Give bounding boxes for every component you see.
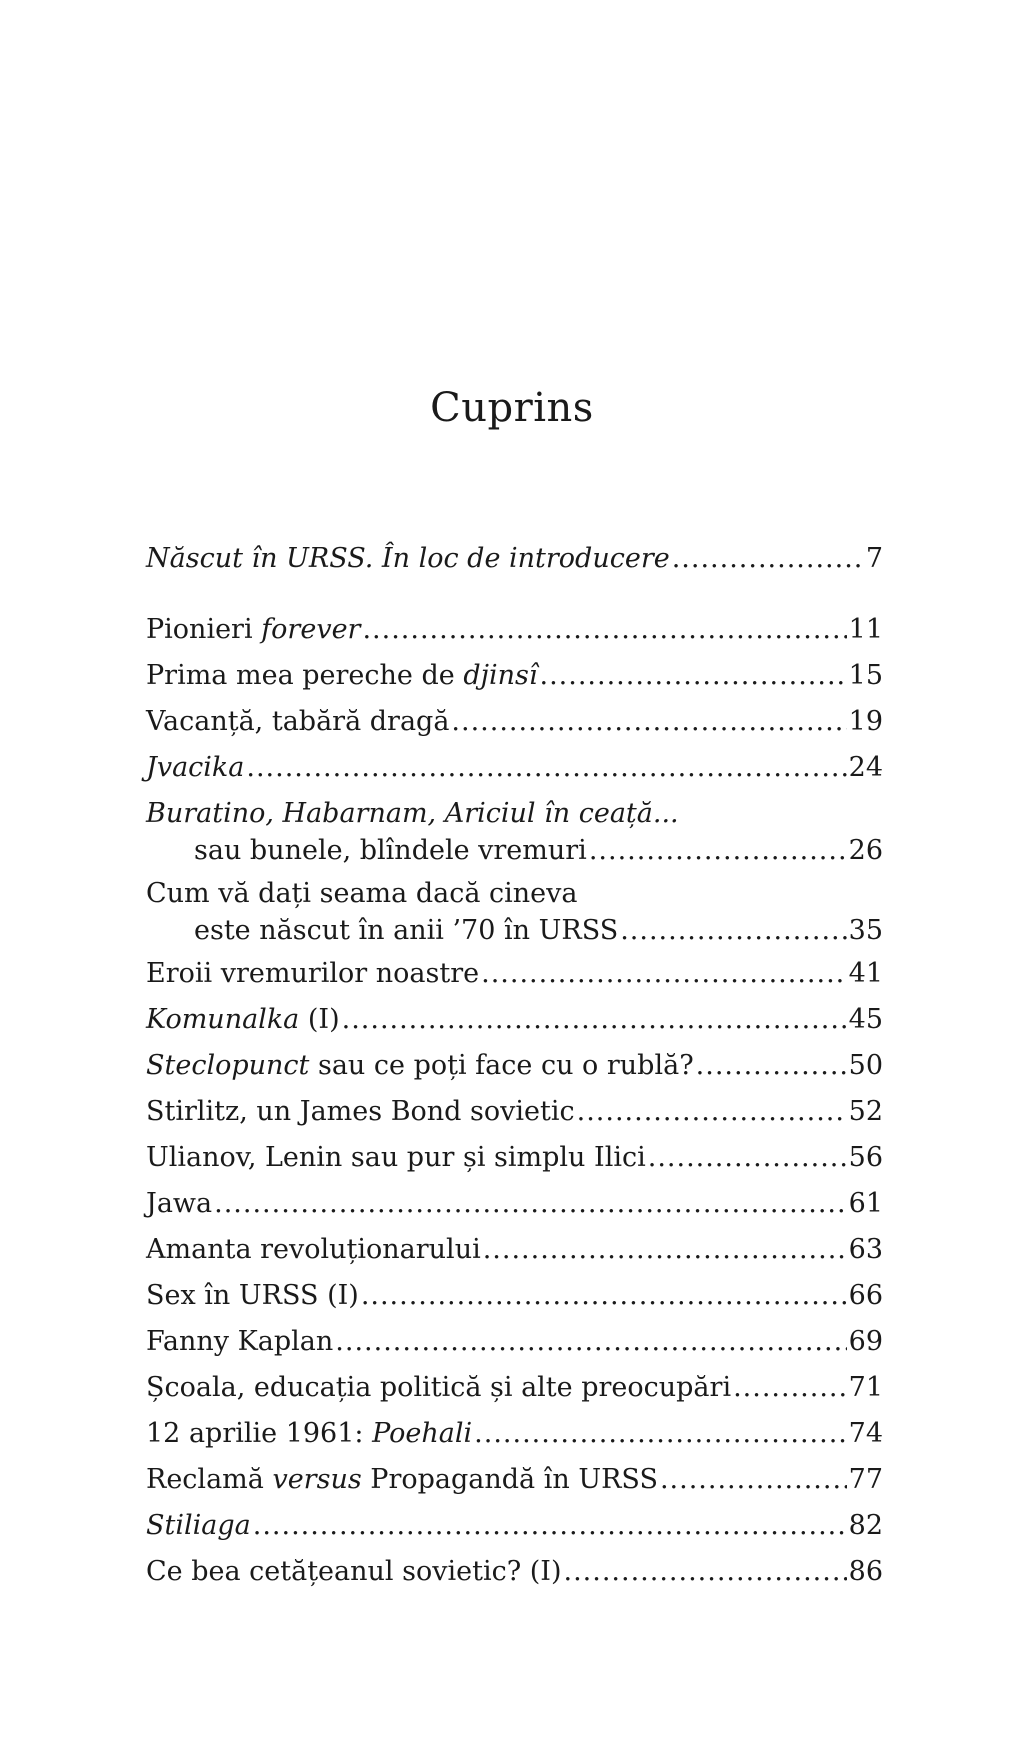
dot-leader xyxy=(361,1273,847,1319)
toc-entry: Ulianov, Lenin sau pur și simplu Ilici ..... 56 xyxy=(146,1135,883,1181)
toc-page-number: 50 xyxy=(848,1050,883,1081)
toc-entry: Steclopunct sau ce poți face cu o rublă? ..... 50 xyxy=(146,1043,883,1089)
toc-entry: Stiliaga ..... 82 xyxy=(146,1503,883,1549)
dot-leader xyxy=(733,1365,847,1411)
toc-entry: Sex în URSS (I) ..... 66 xyxy=(146,1273,883,1319)
toc-entry: Komunalka (I) ..... 45 xyxy=(146,997,883,1043)
toc-page-number: 35 xyxy=(848,915,883,946)
toc-entry: Reclamă versus Propagandă în URSS ..... 77 xyxy=(146,1457,883,1503)
toc-page-number: 52 xyxy=(848,1096,883,1127)
toc-page-number: 63 xyxy=(848,1234,883,1265)
toc-entry: Jvacika ..... 24 xyxy=(146,745,883,791)
toc-page-number: 69 xyxy=(848,1326,883,1357)
toc-page-number: 11 xyxy=(848,614,883,645)
dot-leader xyxy=(451,699,846,745)
dot-leader xyxy=(474,1411,846,1457)
toc-page-number: 15 xyxy=(848,660,883,691)
dot-leader xyxy=(335,1319,846,1365)
toc-entry-title: Cum vă dați seama dacă cineva xyxy=(146,878,578,909)
toc-page-number: 19 xyxy=(848,706,883,737)
toc-entry-subtitle: sau bunele, blîndele vremuri xyxy=(194,835,587,866)
dot-leader xyxy=(672,536,864,582)
toc-page-number: 74 xyxy=(848,1418,883,1449)
dot-leader xyxy=(660,1457,847,1503)
toc-entry: Eroii vremurilor noastre ..... 41 xyxy=(146,951,883,997)
dot-leader xyxy=(214,1181,847,1227)
toc-entry: Ce bea cetățeanul sovietic? (I) ..... 86 xyxy=(146,1549,883,1595)
toc-entry-title: Buratino, Habarnam, Ariciul în ceață... xyxy=(146,798,679,829)
toc-page-number: 82 xyxy=(848,1510,883,1541)
dot-leader xyxy=(362,607,846,653)
toc-page-number: 77 xyxy=(848,1464,883,1495)
toc-page-number: 45 xyxy=(848,1004,883,1035)
dot-leader xyxy=(696,1043,847,1089)
toc-page-number: 71 xyxy=(848,1372,883,1403)
toc-entry: Pionieri forever ..... 11 xyxy=(146,607,883,653)
toc-entry: Jawa ..... 61 xyxy=(146,1181,883,1227)
toc-entry-subtitle: este născut în anii ’70 în URSS xyxy=(194,915,619,946)
dot-leader xyxy=(483,1227,847,1273)
toc-page-number: 26 xyxy=(848,835,883,866)
toc-page-number: 56 xyxy=(848,1142,883,1173)
toc-entry-intro xyxy=(146,536,883,582)
toc-entry-title: Născut în URSS. În loc de introducere xyxy=(146,543,670,574)
dot-leader xyxy=(540,653,847,699)
toc-page-number: 41 xyxy=(848,958,883,989)
toc-entry-multiline xyxy=(146,797,883,871)
toc-entry: Școala, educația politică și alte preocupări ..... 71 xyxy=(146,1365,883,1411)
toc-page-number: 66 xyxy=(848,1280,883,1311)
toc-entry: Fanny Kaplan ..... 69 xyxy=(146,1319,883,1365)
dot-leader xyxy=(648,1135,847,1181)
toc-entry: Vacanță, tabără dragă ..... 19 xyxy=(146,699,883,745)
dot-leader xyxy=(342,997,847,1043)
dot-leader xyxy=(481,951,847,997)
toc-entry: Amanta revoluționarului ..... 63 xyxy=(146,1227,883,1273)
toc-page-number: 7 xyxy=(865,543,883,574)
toc-entry: 12 aprilie 1961: Poehali ..... 74 xyxy=(146,1411,883,1457)
toc-entry-multiline xyxy=(146,877,883,951)
dot-leader xyxy=(246,745,846,791)
dot-leader xyxy=(253,1503,847,1549)
dot-leader xyxy=(620,911,846,951)
table-of-contents xyxy=(146,536,883,1595)
toc-entry: Prima mea pereche de djinsî ..... 15 xyxy=(146,653,883,699)
dot-leader xyxy=(589,831,847,871)
dot-leader xyxy=(564,1549,847,1595)
dot-leader xyxy=(577,1089,847,1135)
toc-page-number: 61 xyxy=(848,1188,883,1219)
toc-page-number: 24 xyxy=(848,752,883,783)
page-title: Cuprins xyxy=(430,385,594,431)
toc-entry: Stirlitz, un James Bond sovietic ..... 52 xyxy=(146,1089,883,1135)
toc-page-number: 86 xyxy=(848,1556,883,1587)
